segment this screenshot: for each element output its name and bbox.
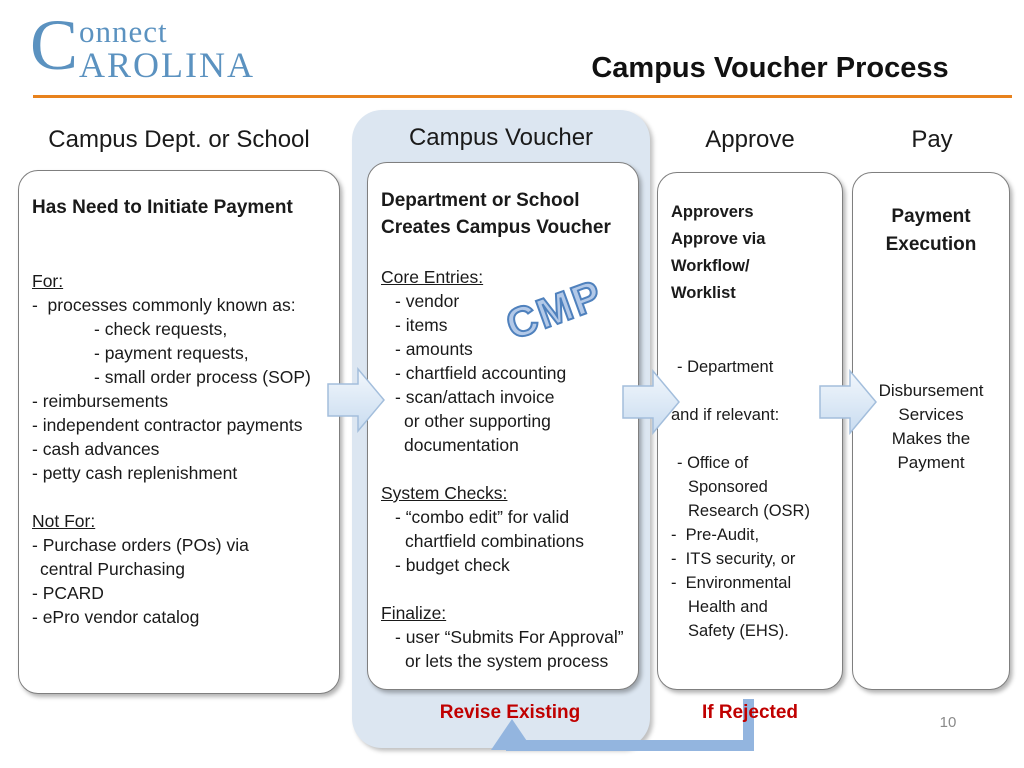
text-line: - independent contractor payments [32, 415, 303, 435]
text-line [859, 283, 1003, 307]
text-line: Worklist [671, 284, 736, 302]
text-line [859, 259, 1003, 283]
text-line: Workflow/ [671, 257, 750, 275]
text-line: Core Entries: [381, 267, 484, 287]
text-line [32, 221, 331, 245]
lane-header-campus-dept: Campus Dept. or School [48, 126, 310, 153]
text-line: Approve via [671, 230, 766, 248]
text-line: - reimbursements [32, 391, 169, 411]
text-line [859, 331, 1003, 355]
text-line [32, 485, 331, 509]
reject-arrow-horizontal-segment [506, 740, 754, 751]
text-line: For: [32, 271, 64, 291]
text-line [859, 355, 1003, 379]
text-line: - user “Submits For Approval” [395, 627, 624, 647]
if-rejected-label: If Rejected [701, 702, 799, 723]
box-initiate-payment [18, 170, 340, 694]
flow-arrow-icon [622, 369, 680, 435]
text-line: - ITS security, or [671, 550, 796, 568]
text-line [671, 307, 836, 331]
text-line: - chartfield accounting [395, 363, 567, 383]
flow-arrow-icon [327, 367, 385, 433]
text-line: - processes commonly known as: [32, 295, 296, 315]
lane-header-approve: Approve [705, 126, 795, 153]
lane-header-campus-voucher: Campus Voucher [408, 124, 594, 151]
text-line [381, 577, 632, 601]
text-line: documentation [404, 435, 519, 455]
text-line: - ePro vendor catalog [32, 607, 200, 627]
connect-carolina-logo [30, 5, 256, 85]
text-line: - Department [677, 358, 774, 376]
box-approvers [657, 172, 843, 690]
text-line: Has Need to Initiate Payment [32, 197, 293, 218]
text-line: or other supporting [404, 411, 551, 431]
text-line: Sponsored [688, 478, 768, 496]
text-line: or lets the system process [405, 651, 609, 671]
text-line: - “combo edit” for valid [395, 507, 570, 527]
text-line: Approvers [671, 203, 754, 221]
page-number: 10 [939, 714, 957, 731]
text-line: Not For: [32, 511, 96, 531]
text-line [32, 245, 331, 269]
text-line: Services [898, 405, 964, 424]
text-line: Disbursement [878, 381, 984, 400]
text-line: Execution [885, 234, 977, 255]
text-line: chartfield combinations [405, 531, 584, 551]
text-line [381, 457, 632, 481]
text-line: System Checks: [381, 483, 508, 503]
text-line: Finalize: [381, 603, 447, 623]
text-line: - check requests, [94, 319, 228, 339]
text-line: Payment [897, 453, 965, 472]
orange-divider-rule [33, 95, 1012, 98]
logo-bottom-text: AROLINA [79, 45, 256, 85]
text-line: - payment requests, [94, 343, 249, 363]
text-line: Department or School [381, 190, 580, 211]
text-line: - Pre-Audit, [671, 526, 760, 544]
logo-wordmark [79, 12, 255, 83]
text-line [859, 307, 1003, 331]
cmp-watermark: CMP [499, 270, 610, 349]
text-line: central Purchasing [40, 559, 185, 579]
text-line [671, 331, 836, 355]
text-line: Safety (EHS). [688, 622, 789, 640]
text-line: Health and [688, 598, 768, 616]
logo-big-c: C [30, 5, 79, 85]
text-line: - Purchase orders (POs) via [32, 535, 249, 555]
text-line [671, 427, 836, 451]
text-line: - PCARD [32, 583, 104, 603]
lane-header-pay: Pay [911, 126, 953, 153]
text-line: - small order process (SOP) [94, 367, 311, 387]
text-line: Creates Campus Voucher [381, 217, 611, 238]
text-line: Payment [891, 206, 971, 227]
flow-arrow-icon [819, 369, 877, 435]
text-line: - vendor [395, 291, 460, 311]
revise-existing-label: Revise Existing [439, 702, 581, 723]
text-line: - Office of [677, 454, 749, 472]
text-line: - items [395, 315, 448, 335]
text-line [381, 241, 632, 265]
text-line: - scan/attach invoice [395, 387, 555, 407]
slide-title: Campus Voucher Process [591, 52, 949, 84]
text-line: - petty cash replenishment [32, 463, 238, 483]
text-line [671, 379, 836, 403]
box-create-campus-voucher [367, 162, 639, 690]
text-line: and if relevant: [671, 406, 780, 424]
text-line: - Environmental [671, 574, 792, 592]
text-line: - cash advances [32, 439, 160, 459]
text-line: Research (OSR) [688, 502, 810, 520]
text-line: - amounts [395, 339, 473, 359]
logo-top-text: onnect [79, 14, 168, 49]
text-line: Makes the [891, 429, 971, 448]
text-line: - budget check [395, 555, 510, 575]
